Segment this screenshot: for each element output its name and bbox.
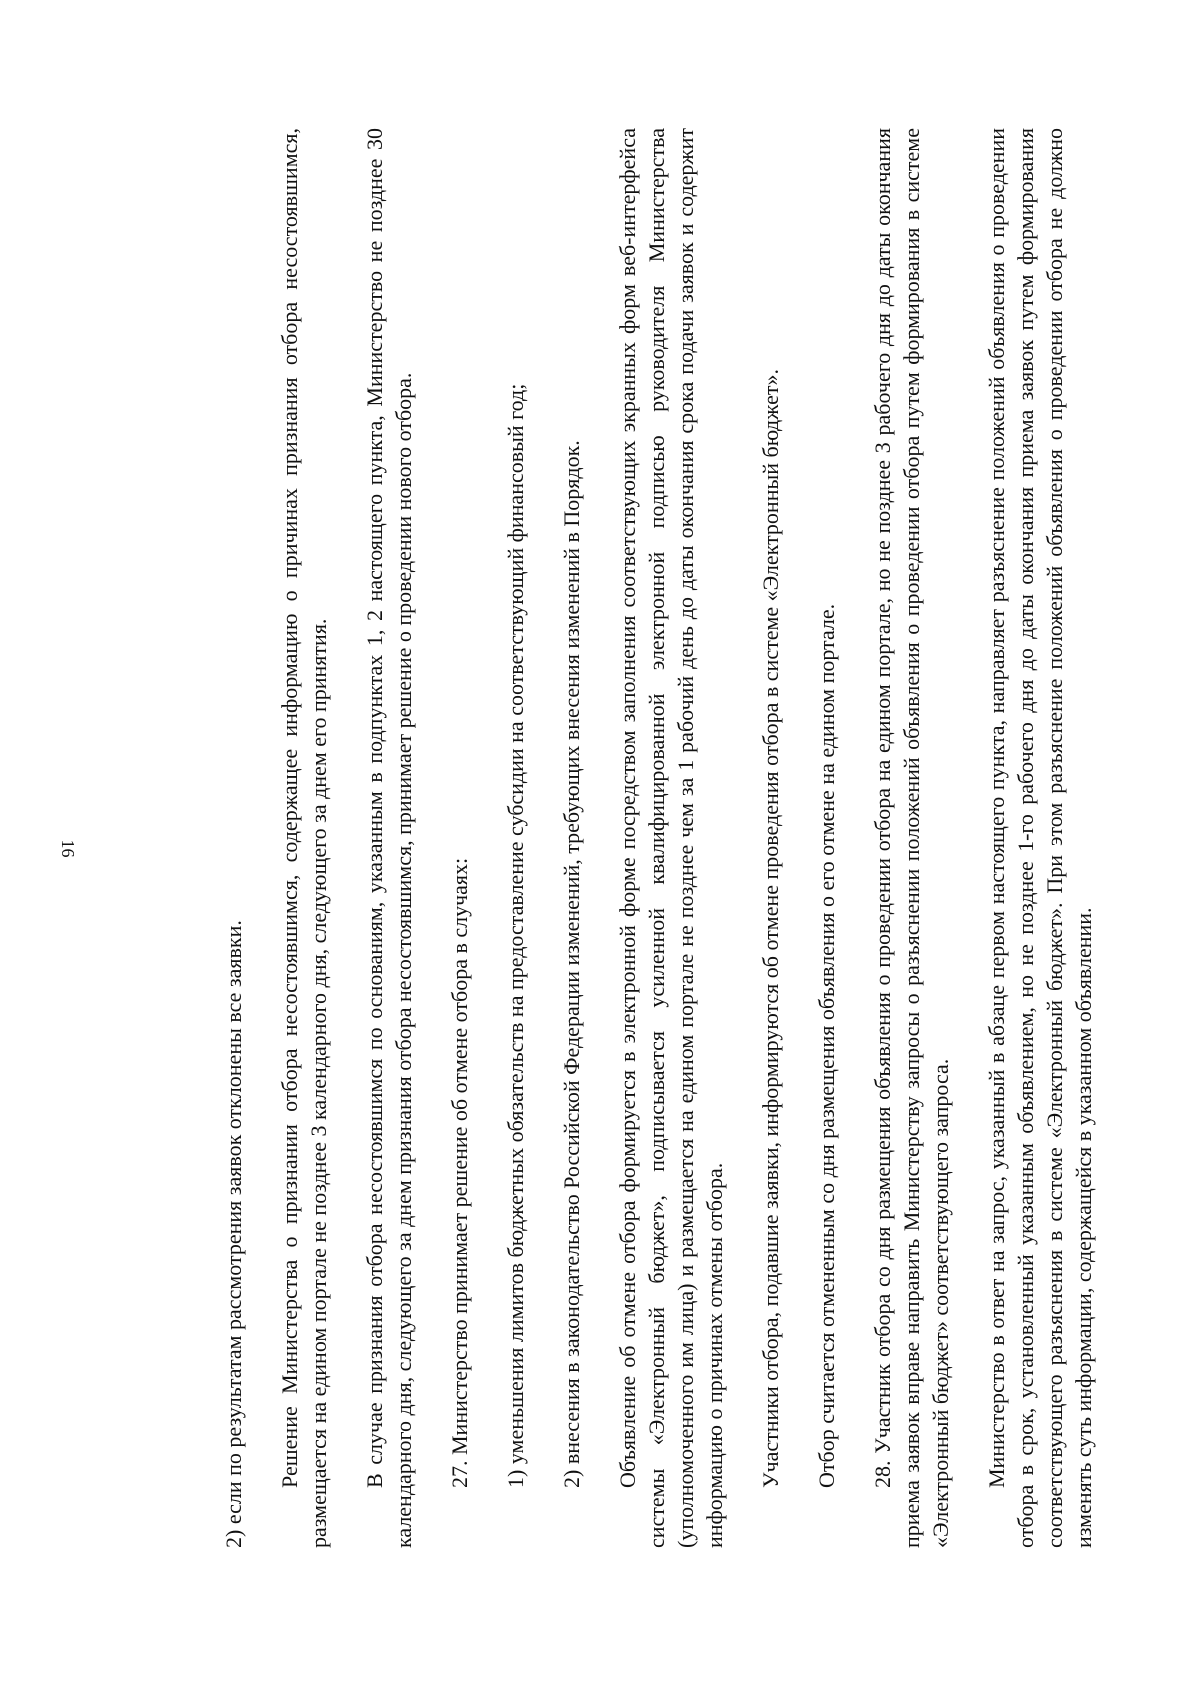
paragraph: 27. Министерство принимает решение об отмене отбора в случаях: (447, 857, 472, 1488)
page-number: 16 (58, 839, 78, 858)
paragraph: Решение Министерства о признании отбора несостоявшимся, содержащее информацию о причинах признания отбора несостоявшимся, размещается на едином портале не позднее 3 календарного дня, следующего за днем его принятия. (277, 128, 331, 1548)
paragraph: 1) уменьшения лимитов бюджетных обязательств на предоставление субсидии на соответствующий финансовый год; (503, 383, 528, 1488)
paragraph: В случае признания отбора несостоявшимся по основаниям, указанным в подпунктах 1, 2 настоящего пункта, Министерство не позднее 30 календарного дня, следующего за днем признания отбора несостоявшимся, принимает решение о проведении нового отбора. (362, 128, 416, 1548)
paragraph: Объявление об отмене отбора формируется в электронной форме посредством заполнения соответствующих экранных форм веб-интерфейса системы «Электронный бюджет», подписывается усиленной квалифицированной электронной подписью руководителя Министерства (уполномоченного им лица) и размещается на едином портале не позднее чем за 1 рабочий день до даты окончания срока подачи заявок и содержит информацию о причинах отмены отбора. (615, 128, 727, 1548)
paragraph: Отбор считается отмененным со дня размещения объявления о его отмене на едином портале. (814, 603, 839, 1488)
paragraph: 2) внесения в законодательство Российской Федерации изменений, требующих внесения изменений в Порядок. (559, 440, 584, 1488)
paragraph: Министерство в ответ на запрос, указанный в абзаце первом настоящего пункта, направляет разъяснение положений объявления о проведении отбора в срок, установленный указанным объявлением, но не позднее 1-го рабочего дня до даты окончания приема заявок путем формирования соответствующего разъяснения в системе «Электронный бюджет». При этом разъяснение положений объявления о проведении отбора не должно изменять суть информации, содержащейся в указанном объявлении. (984, 128, 1096, 1548)
paragraph: 28. Участник отбора со дня размещения объявления о проведении отбора на едином портале, но не позднее 3 рабочего дня до даты окончания приема заявок вправе направить Министерству запросы о разъяснении положений объявления о проведении отбора путем формирования в системе «Электронный бюджет» соответствующего запроса. (870, 128, 953, 1548)
document-body (219, 128, 1125, 1548)
paragraph: Участники отбора, подавшие заявки, информируются об отмене проведения отбора в системе «Электронный бюджет». (758, 368, 783, 1488)
paragraph: 2) если по результатам рассмотрения заявок отклонены все заявки. (221, 920, 246, 1548)
